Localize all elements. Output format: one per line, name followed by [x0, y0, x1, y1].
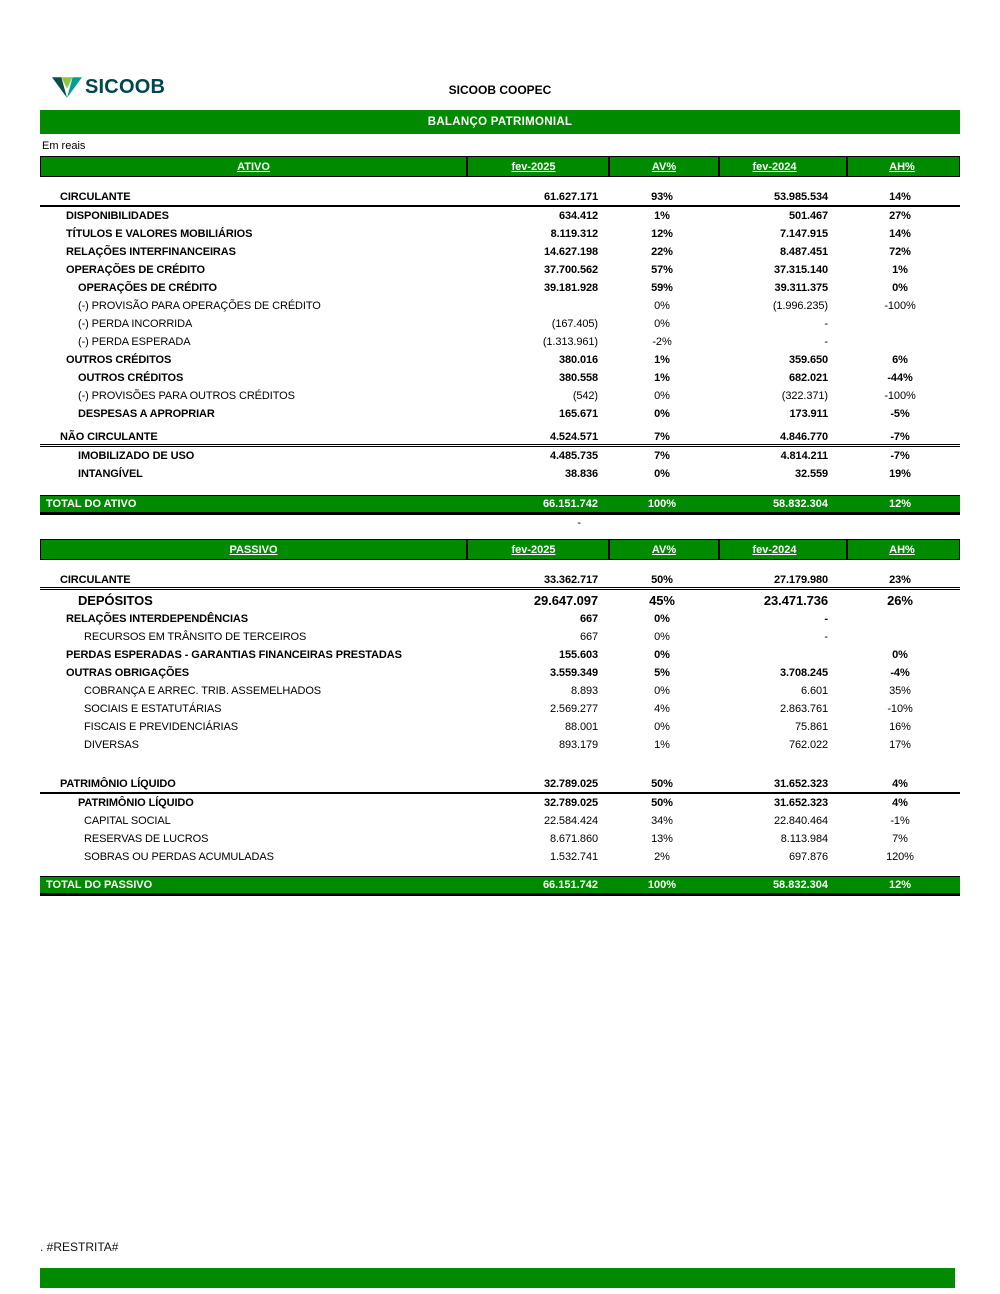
value-av: 0% — [654, 613, 670, 625]
row-label: IMOBILIZADO DE USO — [78, 450, 195, 462]
value-av: 34% — [651, 815, 673, 827]
value-fev2025: 88.001 — [564, 721, 598, 733]
value-fev2025: 4.485.735 — [549, 450, 598, 462]
header-cell-passivo: PASSIVO — [229, 543, 278, 556]
value-fev2025: 32.789.025 — [543, 797, 598, 809]
passivo-header-row — [40, 539, 960, 560]
value-ah: 6% — [892, 354, 908, 366]
value-fev2024: 37.315.140 — [773, 264, 828, 276]
row-label: CIRCULANTE — [60, 573, 131, 586]
value-fev2024: 2.863.761 — [779, 703, 828, 715]
value-ah: -100% — [884, 300, 916, 312]
table-row — [40, 718, 960, 736]
value-ah: 14% — [889, 228, 911, 240]
table-row — [40, 297, 960, 315]
table-row — [40, 225, 960, 243]
value-av: 22% — [651, 246, 673, 258]
row-label: PATRIMÔNIO LÍQUIDO — [60, 778, 176, 790]
value-ah: 120% — [886, 851, 914, 863]
value-fev2025: 380.558 — [558, 372, 598, 384]
table-row — [40, 664, 960, 682]
total-fev2025: 66.151.742 — [542, 879, 598, 891]
table-row — [40, 700, 960, 718]
table-row — [40, 261, 960, 279]
value-fev2025: 380.016 — [558, 354, 598, 366]
table-row — [40, 369, 960, 387]
total-label: TOTAL DO ATIVO — [46, 498, 137, 510]
value-av: 50% — [651, 778, 673, 790]
value-ah: 1% — [892, 264, 908, 276]
report-title-banner — [40, 110, 960, 134]
table-row — [40, 848, 960, 866]
header-cell-fev2025: fev-2025 — [466, 157, 608, 176]
total-av: 100% — [647, 879, 677, 891]
value-av: 0% — [654, 318, 670, 330]
separator-spacer — [40, 515, 465, 531]
value-av: 12% — [651, 228, 673, 240]
header-cell-av: AV% — [608, 540, 718, 559]
restricted-watermark: . #RESTRITA# — [40, 1240, 119, 1254]
value-fev2024: 31.652.323 — [773, 778, 828, 790]
table-row — [40, 465, 960, 483]
ativo-table-body — [40, 189, 960, 483]
value-av: 59% — [651, 282, 673, 294]
value-fev2024: 8.487.451 — [779, 246, 828, 258]
value-ah: -5% — [890, 408, 910, 420]
row-label: OPERAÇÕES DE CRÉDITO — [78, 282, 217, 294]
value-ah: -7% — [890, 450, 910, 462]
value-av: 45% — [649, 592, 675, 608]
value-fev2024: - — [824, 318, 828, 330]
value-fev2024: 8.113.984 — [780, 833, 828, 845]
value-fev2024: (322.371) — [781, 390, 828, 402]
header-cell-fev2024: fev-2024 — [718, 157, 846, 176]
value-av: 7% — [654, 450, 670, 462]
value-fev2025: 4.524.571 — [549, 430, 598, 443]
value-ah: 14% — [889, 191, 911, 203]
table-row — [40, 830, 960, 848]
row-label: (-) PROVISÃO PARA OPERAÇÕES DE CRÉDITO — [78, 300, 321, 312]
value-av: 13% — [651, 833, 673, 845]
separator-row — [40, 515, 960, 531]
page-header — [40, 76, 960, 110]
table-row — [40, 405, 960, 423]
value-fev2025: 165.671 — [558, 408, 598, 420]
total-av: 100% — [647, 498, 677, 510]
table-row — [40, 447, 960, 465]
value-fev2024: 682.021 — [788, 372, 828, 384]
value-fev2025: 667 — [579, 613, 598, 625]
value-fev2025: (1.313.961) — [542, 336, 598, 348]
value-ah: 16% — [889, 721, 911, 733]
value-ah: -1% — [890, 815, 910, 827]
value-av: -2% — [652, 336, 672, 348]
value-av: 0% — [654, 721, 670, 733]
table-row — [40, 279, 960, 297]
value-fev2024: 32.559 — [794, 468, 828, 480]
value-fev2024: 23.471.736 — [763, 592, 828, 608]
value-ah: 17% — [889, 739, 911, 751]
report-title: BALANÇO PATRIMONIAL — [427, 116, 573, 128]
value-fev2024: 359.650 — [788, 354, 828, 366]
header-cell-av: AV% — [608, 157, 718, 176]
row-label: PERDAS ESPERADAS - GARANTIAS FINANCEIRAS PRESTADAS — [66, 649, 402, 661]
value-ah: 4% — [892, 797, 908, 809]
value-fev2024: 75.861 — [794, 721, 828, 733]
table-row — [40, 646, 960, 664]
total-fev2025: 66.151.742 — [542, 498, 598, 510]
row-label: RECURSOS EM TRÂNSITO DE TERCEIROS — [84, 631, 307, 643]
row-label: COBRANÇA E ARREC. TRIB. ASSEMELHADOS — [84, 685, 322, 697]
value-fev2024: 27.179.980 — [773, 573, 828, 586]
value-ah: -10% — [887, 703, 913, 715]
header-cell-fev2024: fev-2024 — [718, 540, 846, 559]
value-av: 50% — [651, 573, 673, 586]
value-ah — [845, 333, 955, 351]
value-av: 1% — [654, 354, 670, 366]
value-fev2024: 31.652.323 — [773, 797, 828, 809]
table-row — [40, 387, 960, 405]
value-fev2025: 634.412 — [558, 210, 598, 222]
value-fev2024: 697.876 — [788, 851, 828, 863]
value-ah: 35% — [889, 685, 911, 697]
row-label: NÃO CIRCULANTE — [60, 430, 158, 443]
table-row — [40, 736, 960, 754]
table-row — [40, 794, 960, 812]
value-fev2024: 53.985.534 — [773, 191, 828, 203]
value-fev2024: 173.911 — [789, 408, 828, 420]
table-row — [40, 243, 960, 261]
value-av: 0% — [654, 631, 670, 643]
value-fev2024: 762.022 — [788, 739, 828, 751]
row-label: OUTROS CRÉDITOS — [66, 354, 172, 366]
table-row — [40, 610, 960, 628]
row-label: (-) PERDA ESPERADA — [78, 336, 191, 348]
value-fev2024: 501.467 — [788, 210, 828, 222]
row-label: PATRIMÔNIO LÍQUIDO — [78, 797, 194, 809]
value-ah — [845, 610, 955, 628]
value-fev2025 — [465, 297, 607, 315]
table-row — [40, 207, 960, 225]
value-fev2024: - — [824, 336, 828, 348]
table-row — [40, 333, 960, 351]
value-fev2025: 33.362.717 — [543, 573, 598, 586]
ativo-header-row — [40, 156, 960, 177]
value-av: 1% — [654, 210, 670, 222]
total-ah: 12% — [888, 879, 912, 891]
row-label: (-) PROVISÕES PARA OUTROS CRÉDITOS — [78, 390, 295, 402]
value-fev2025: 155.603 — [558, 649, 598, 661]
table-row — [40, 682, 960, 700]
value-av: 4% — [654, 703, 670, 715]
value-ah: 0% — [892, 282, 908, 294]
value-fev2024 — [717, 646, 845, 664]
value-fev2025: 8.671.860 — [549, 833, 598, 845]
value-fev2024: 4.814.211 — [780, 450, 828, 462]
value-ah: 23% — [889, 573, 911, 586]
value-ah — [845, 628, 955, 646]
value-ah: 0% — [892, 649, 908, 661]
header-cell-fev2025: fev-2025 — [466, 540, 608, 559]
value-av: 0% — [654, 468, 670, 480]
value-fev2024: - — [824, 631, 828, 643]
value-ah: 19% — [889, 468, 911, 480]
total-ativo-row — [40, 495, 960, 515]
value-fev2025: 29.647.097 — [533, 592, 598, 608]
table-row — [40, 429, 960, 447]
row-label: DESPESAS A APROPRIAR — [78, 408, 215, 420]
value-av: 50% — [651, 797, 673, 809]
row-label: DIVERSAS — [84, 739, 139, 751]
value-fev2024: 4.846.770 — [779, 430, 828, 443]
value-fev2024: 6.601 — [800, 685, 828, 697]
total-ah: 12% — [888, 498, 912, 510]
value-fev2025: 667 — [579, 631, 598, 643]
value-fev2025: (167.405) — [551, 318, 598, 330]
row-label: RELAÇÕES INTERFINANCEIRAS — [66, 246, 236, 258]
value-av: 0% — [654, 685, 670, 697]
unit-label: Em reais — [42, 140, 86, 152]
value-av: 0% — [654, 408, 670, 420]
footer-green-bar — [40, 1268, 955, 1288]
value-av: 2% — [654, 851, 670, 863]
row-label: CAPITAL SOCIAL — [84, 815, 171, 827]
company-name: SICOOB COOPEC — [448, 83, 552, 97]
value-fev2024: 39.311.375 — [774, 282, 828, 294]
value-ah: 72% — [889, 246, 911, 258]
row-label: TÍTULOS E VALORES MOBILIÁRIOS — [66, 228, 253, 240]
value-ah — [845, 315, 955, 333]
value-av: 0% — [654, 649, 670, 661]
value-ah: -4% — [890, 667, 910, 679]
value-fev2025: 22.584.424 — [543, 815, 598, 827]
value-fev2024: (1.996.235) — [772, 300, 828, 312]
table-row — [40, 812, 960, 830]
value-fev2024: 7.147.915 — [779, 228, 828, 240]
row-label: RELAÇÕES INTERDEPENDÊNCIAS — [66, 613, 248, 625]
row-label: DISPONIBILIDADES — [66, 210, 169, 222]
value-fev2025: 37.700.562 — [543, 264, 598, 276]
table-row — [40, 351, 960, 369]
value-ah: 26% — [887, 592, 913, 608]
row-label: SOBRAS OU PERDAS ACUMULADAS — [84, 851, 274, 863]
row-label: FISCAIS E PREVIDENCIÁRIAS — [84, 721, 238, 733]
table-row — [40, 628, 960, 646]
value-ah: 4% — [892, 778, 908, 790]
value-fev2025: 8.893 — [570, 685, 598, 697]
value-fev2025: 3.559.349 — [549, 667, 598, 679]
table-row — [40, 590, 960, 610]
value-ah: -7% — [890, 430, 910, 443]
table-row — [40, 189, 960, 207]
total-fev2024: 58.832.304 — [772, 879, 828, 891]
value-av: 5% — [654, 667, 670, 679]
value-fev2024: 22.840.464 — [773, 815, 828, 827]
value-ah: -44% — [887, 372, 913, 384]
header-cell-ativo: ATIVO — [237, 160, 270, 173]
value-av: 1% — [654, 372, 670, 384]
row-label: OUTROS CRÉDITOS — [78, 372, 184, 384]
table-row — [40, 315, 960, 333]
value-ah: 27% — [889, 210, 911, 222]
value-av: 7% — [654, 430, 670, 443]
row-label: RESERVAS DE LUCROS — [84, 833, 209, 845]
value-av: 0% — [654, 390, 670, 402]
value-av: 1% — [654, 739, 670, 751]
total-label: TOTAL DO PASSIVO — [46, 879, 153, 891]
value-fev2025: 8.119.312 — [550, 228, 598, 240]
logo-text: SICOOB — [85, 76, 166, 98]
row-label: (-) PERDA INCORRIDA — [78, 318, 193, 330]
value-fev2025: 893.179 — [558, 739, 598, 751]
value-av: 0% — [654, 300, 670, 312]
row-label: DEPÓSITOS — [78, 592, 153, 608]
row-label: INTANGÍVEL — [78, 468, 143, 480]
total-fev2024: 58.832.304 — [772, 498, 828, 510]
passivo-table-body — [40, 572, 960, 866]
header-cell-ah: AH% — [846, 157, 956, 176]
value-fev2025: (542) — [572, 390, 598, 402]
row-label: OUTRAS OBRIGAÇÕES — [66, 667, 189, 679]
value-fev2024: 3.708.245 — [779, 667, 828, 679]
row-label: OPERAÇÕES DE CRÉDITO — [66, 264, 205, 276]
value-fev2025: 61.627.171 — [543, 191, 598, 203]
separator-dash: - — [577, 517, 581, 529]
value-fev2025: 1.532.741 — [549, 851, 598, 863]
value-fev2025: 38.836 — [564, 468, 598, 480]
table-row — [40, 776, 960, 794]
value-av: 57% — [651, 264, 673, 276]
value-av: 93% — [651, 191, 673, 203]
value-fev2025: 14.627.198 — [543, 246, 598, 258]
value-fev2024: - — [824, 613, 828, 625]
total-passivo-row — [40, 876, 960, 896]
row-label: CIRCULANTE — [60, 191, 131, 203]
value-fev2025: 2.569.277 — [549, 703, 598, 715]
row-label: SOCIAIS E ESTATUTÁRIAS — [84, 703, 222, 715]
value-fev2025: 32.789.025 — [543, 778, 598, 790]
value-ah: 7% — [892, 833, 908, 845]
value-fev2025: 39.181.928 — [543, 282, 598, 294]
header-cell-ah: AH% — [846, 540, 956, 559]
value-ah: -100% — [884, 390, 916, 402]
table-row — [40, 572, 960, 590]
